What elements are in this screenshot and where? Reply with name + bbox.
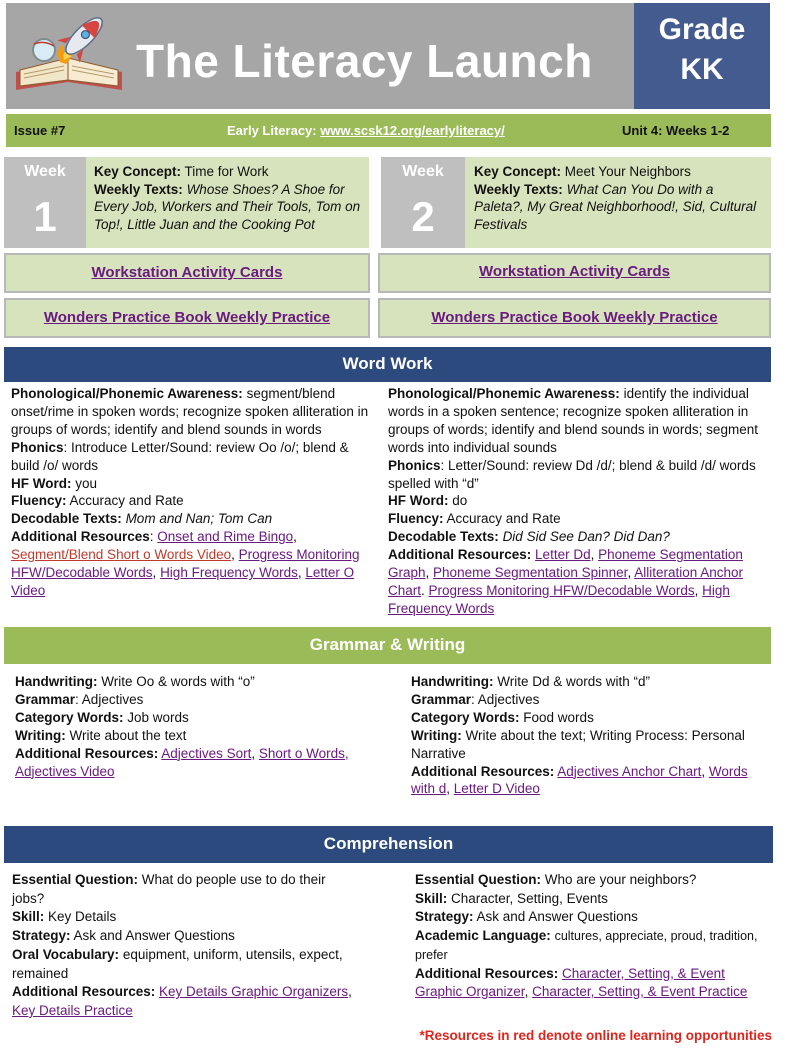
letter-o-video-link[interactable]: Letter O Video: [11, 565, 355, 598]
high-frequency-words-link-2[interactable]: High Frequency Words: [388, 582, 730, 616]
word-work-week-1: Phonological/Phonemic Awareness: segment/blend onset/rime in spoken words; recognize spoken alliteration in groups of words; identify and blend sounds in words Phonics: Introduce Letter/Sound: review Oo /o/; blend & build /o/ words HF Word: you Fluency: Accuracy and Rate Decodable Texts: Mom and Nan; Tom Can Additional Resources: Onset and Rime Bingo, Segment/Blend Short o Words Video, Progress Monitoring HFW/Decodable Words, High Frequency Words, Letter O Video: [11, 386, 369, 598]
week-2-workstation-box: [378, 253, 771, 293]
grammar-week-1: Handwriting: Write Oo & words with “o” Grammar: Adjectives Category Words: Job words Writing: Write about the text Additional Resources: Adjectives Sort, Short o Words, Adjectives Video: [15, 674, 349, 779]
week-1-label: Week: [24, 163, 66, 180]
early-literacy-link[interactable]: www.scsk12.org/earlyliteracy/: [320, 123, 505, 138]
unit-label: Unit 4: Weeks 1-2: [622, 123, 730, 138]
week-1-badge: [4, 157, 86, 248]
week-1-details: Key Concept: Time for Work Weekly Texts: Whose Shoes? A Shoe for Every Job, Workers and Their Tools, Tom on Top!, Little Juan and the Cooking Pot: [94, 164, 361, 232]
progress-monitoring-link-2[interactable]: Progress Monitoring HFW/Decodable Words: [428, 582, 695, 598]
week-1-weekly-texts: Whose Shoes? A Shoe for Every Job, Workers and Their Tools, Tom on Top!, Little Juan and the Cooking Pot: [94, 181, 361, 232]
phoneme-segmentation-spinner-link[interactable]: Phoneme Segmentation Spinner: [433, 565, 628, 581]
week-2-details: Key Concept: Meet Your Neighbors Weekly Texts: What Can You Do with a Paleta?, My Great Neighborhood!, Sid, Cultural Festivals: [474, 164, 757, 232]
week-2-key-concept: Meet Your Neighbors: [564, 164, 691, 179]
newsletter-title: The Literacy Launch: [136, 35, 593, 87]
grade-value: KK: [680, 53, 724, 86]
word-work-week-2: Phonological/Phonemic Awareness: identify the individual words in a spoken sentence; recognize spoken alliteration in groups of words; identify and blend sounds in words; segment words into individual sounds Phonics: Letter/Sound: review Dd /d/; blend & build /d/ words spelled with “d” HF Word: do Fluency: Accuracy and Rate Decodable Texts: Did Sid See Dan? Did Dan? Additional Resources: Letter Dd, Phoneme Segmentation Graph, Phoneme Segmentation Spinner, Alliteration Anchor Chart. Progress Monitoring HFW/Decodable Words, High Frequency Words: [388, 386, 758, 616]
alliteration-anchor-chart-link[interactable]: Alliteration Anchor Chart: [388, 565, 744, 598]
adjectives-sort-link[interactable]: Adjectives Sort: [161, 745, 252, 761]
week-1-number: 1: [33, 193, 57, 240]
week-2-number: 2: [411, 193, 435, 240]
comprehension-week-2: Essential Question: Who are your neighbors? Skill: Character, Setting, Events Strategy: Ask and Answer Questions Academic Language: cultures, appreciate, proud, tradition, prefer Additional Resources: Character, Setting, & Event Graphic Organizer, Character, Setting, & Event Practice: [415, 872, 758, 1000]
grammar-title: Grammar & Writing: [309, 635, 466, 654]
week-2-badge: [381, 157, 465, 248]
week-2-weekly-texts: What Can You Do with a Paleta?, My Great Neighborhood!, Sid, Cultural Festivals: [474, 181, 757, 232]
character-setting-practice-link[interactable]: Character, Setting, & Event Practice: [532, 984, 748, 1000]
comprehension-header: [4, 826, 773, 863]
week-1-wonders-link[interactable]: Wonders Practice Book Weekly Practice: [43, 309, 331, 326]
grade-badge: [634, 3, 770, 109]
week-2-wonders-box: [378, 298, 771, 338]
onset-rime-bingo-link[interactable]: Onset and Rime Bingo: [157, 529, 294, 545]
footer-note: *Resources in red denote online learning opportunities: [419, 1028, 772, 1043]
letter-dd-link[interactable]: Letter Dd: [535, 547, 591, 563]
week-2-wonders-link[interactable]: Wonders Practice Book Weekly Practice: [431, 309, 718, 326]
week-2-label: Week: [402, 163, 444, 180]
short-o-words-link[interactable]: Short o Words,: [258, 745, 349, 761]
high-frequency-words-link[interactable]: High Frequency Words: [160, 565, 298, 581]
progress-monitoring-link[interactable]: Progress Monitoring HFW/Decodable Words: [11, 547, 360, 581]
week-2-workstation-link[interactable]: Workstation Activity Cards: [479, 263, 670, 280]
letter-d-video-link[interactable]: Letter D Video: [453, 781, 540, 797]
grammar-header: [4, 627, 771, 664]
grade-label: Grade: [658, 13, 746, 46]
week-1-key-concept: Time for Work: [184, 164, 269, 179]
key-details-organizers-link[interactable]: Key Details Graphic Organizers: [159, 984, 349, 1000]
character-setting-organizer-link[interactable]: Character, Setting, & Event Graphic Organizer: [415, 965, 725, 1000]
key-details-practice-link[interactable]: Key Details Practice: [12, 1002, 133, 1018]
week-1-wonders-box: [4, 298, 370, 338]
issue-number: Issue #7: [14, 123, 66, 138]
early-literacy: Early Literacy: www.scsk12.org/earlyliteracy/: [227, 123, 505, 138]
adjectives-anchor-chart-link[interactable]: Adjectives Anchor Chart: [557, 763, 702, 779]
week-1-workstation-box: [4, 253, 370, 293]
word-work-title: Word Work: [342, 354, 433, 373]
phoneme-segmentation-graph-link[interactable]: Phoneme Segmentation Graph: [388, 547, 743, 581]
week-1-workstation-link[interactable]: Workstation Activity Cards: [91, 264, 283, 281]
info-bar: [6, 114, 771, 147]
words-with-d-link[interactable]: Words with d: [411, 763, 748, 797]
word-work-header: [4, 347, 771, 382]
comprehension-title: Comprehension: [323, 834, 454, 853]
rocket-book-logo: [10, 10, 132, 106]
grammar-week-2: Handwriting: Write Dd & words with “d” Grammar: Adjectives Category Words: Food words Writing: Write about the text; Writing Process: Personal Narrative Additional Resources: Adjectives Anchor Chart, Words with d, Letter D Video: [411, 674, 748, 797]
segment-blend-video-link[interactable]: Segment/Blend Short o Words Video: [11, 547, 232, 563]
adjectives-video-link[interactable]: Adjectives Video: [15, 763, 115, 779]
comprehension-week-1: Essential Question: What do people use to do their jobs? Skill: Key Details Strategy: Ask and Answer Questions Oral Vocabulary: equipment, uniform, utensils, expect, remained Additional Resources: Key Details Graphic Organizers, Key Details Practice: [12, 872, 352, 1018]
